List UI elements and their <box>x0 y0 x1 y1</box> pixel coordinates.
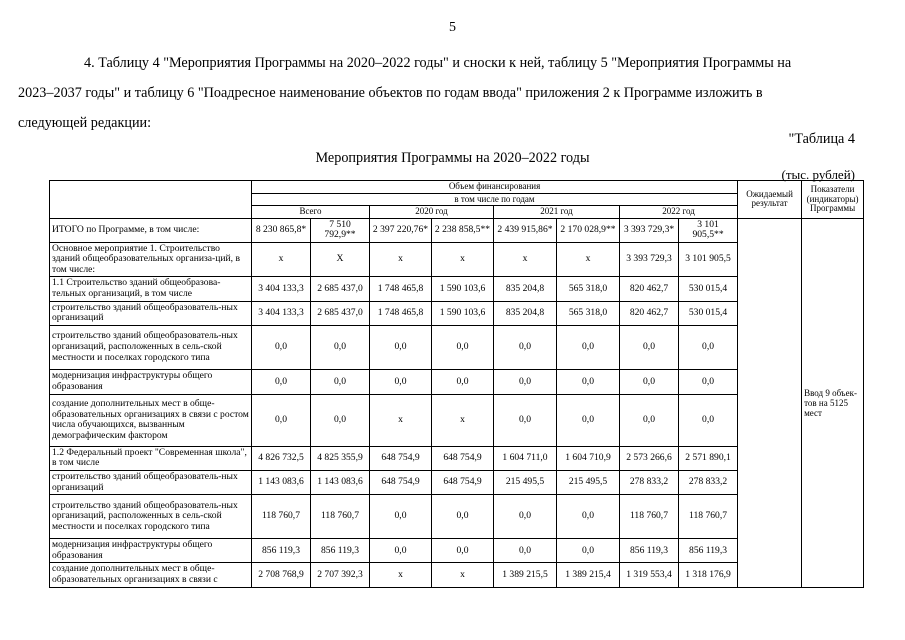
value-cell: 856 119,3 <box>252 539 311 563</box>
value-cell: 0,0 <box>370 369 432 394</box>
value-cell: 835 204,8 <box>494 301 557 325</box>
table-title: Мероприятия Программы на 2020–2022 годы <box>315 150 590 166</box>
value-cell: 0,0 <box>679 394 738 446</box>
value-cell: 7 510 792,9** <box>311 218 370 242</box>
value-cell: 1 143 083,6 <box>311 471 370 495</box>
value-cell: 565 318,0 <box>557 301 620 325</box>
value-cell: 0,0 <box>557 369 620 394</box>
value-cell: 856 119,3 <box>620 539 679 563</box>
paragraph-line-3: следующей редакции: <box>18 115 152 131</box>
value-cell: 0,0 <box>311 394 370 446</box>
value-cell: 118 760,7 <box>679 495 738 539</box>
value-cell: х <box>252 242 311 277</box>
page-number: 5 <box>449 20 456 35</box>
indicator-cell: Ввод 9 объек-тов на 5125 мест <box>802 218 864 587</box>
value-cell: 2 573 266,6 <box>620 446 679 470</box>
value-cell: 1 590 103,6 <box>432 301 494 325</box>
value-cell: х <box>370 563 432 587</box>
value-cell: 530 015,4 <box>679 301 738 325</box>
paragraph-line-1: 4. Таблицу 4 "Мероприятия Программы на 2020–2022 годы" и сноски к ней, таблицу 5 "Мероприятия Программы на <box>84 55 792 71</box>
value-cell: 2 685 437,0 <box>311 301 370 325</box>
header-total: Всего <box>252 206 370 219</box>
value-cell: 2 571 890,1 <box>679 446 738 470</box>
value-cell: 0,0 <box>370 495 432 539</box>
value-cell: 3 393 729,3* <box>620 218 679 242</box>
value-cell: 4 825 355,9 <box>311 446 370 470</box>
value-cell: 118 760,7 <box>311 495 370 539</box>
header-indicators: Показатели (индикаторы) Программы <box>802 181 864 219</box>
value-cell: 215 495,5 <box>557 471 620 495</box>
value-cell: х <box>432 242 494 277</box>
value-cell: 3 101 905,5 <box>679 242 738 277</box>
table-body <box>50 218 864 587</box>
row-name-cell: 1.1 Строительство зданий общеобразова-тельных организаций, в том числе <box>50 277 252 301</box>
value-cell: 1 604 711,0 <box>494 446 557 470</box>
value-cell: 1 389 215,4 <box>557 563 620 587</box>
value-cell: 2 397 220,76* <box>370 218 432 242</box>
value-cell: 4 826 732,5 <box>252 446 311 470</box>
value-cell: 0,0 <box>252 325 311 369</box>
value-cell: 2 238 858,5** <box>432 218 494 242</box>
value-cell: х <box>432 563 494 587</box>
value-cell: 0,0 <box>311 325 370 369</box>
value-cell: 2 708 768,9 <box>252 563 311 587</box>
measures-table <box>49 180 864 588</box>
value-cell: 0,0 <box>557 539 620 563</box>
value-cell: 820 462,7 <box>620 301 679 325</box>
value-cell: х <box>494 242 557 277</box>
value-cell: х <box>370 242 432 277</box>
value-cell: 278 833,2 <box>620 471 679 495</box>
value-cell: 0,0 <box>432 325 494 369</box>
table-label: "Таблица 4 <box>788 131 855 147</box>
row-name-cell: строительство зданий общеобразователь-ных организаций <box>50 301 252 325</box>
value-cell: 530 015,4 <box>679 277 738 301</box>
value-cell: х <box>432 394 494 446</box>
value-cell: 0,0 <box>432 369 494 394</box>
value-cell: 0,0 <box>557 495 620 539</box>
value-cell: 215 495,5 <box>494 471 557 495</box>
row-name-cell: строительство зданий общеобразователь-ных организаций <box>50 471 252 495</box>
value-cell: 565 318,0 <box>557 277 620 301</box>
value-cell: 1 318 176,9 <box>679 563 738 587</box>
value-cell: 3 404 133,3 <box>252 277 311 301</box>
value-cell: 0,0 <box>494 325 557 369</box>
value-cell: 0,0 <box>252 369 311 394</box>
value-cell: х <box>557 242 620 277</box>
value-cell: 0,0 <box>494 495 557 539</box>
value-cell: 0,0 <box>620 369 679 394</box>
value-cell: 2 707 392,3 <box>311 563 370 587</box>
value-cell: х <box>370 394 432 446</box>
value-cell: 856 119,3 <box>311 539 370 563</box>
value-cell: 0,0 <box>620 325 679 369</box>
expected-result-cell <box>738 218 802 587</box>
value-cell: 648 754,9 <box>432 446 494 470</box>
value-cell: 0,0 <box>679 369 738 394</box>
row-name-cell: ИТОГО по Программе, в том числе: <box>50 218 252 242</box>
units-label: (тыс. рублей) <box>781 167 855 182</box>
row-name-cell: создание дополнительных мест в обще-образовательных организациях в связи с ростом числа обучающихся, вызванным демографическим фактором <box>50 394 252 446</box>
value-cell: 3 404 133,3 <box>252 301 311 325</box>
value-cell: 835 204,8 <box>494 277 557 301</box>
row-name-cell: строительство зданий общеобразователь-ных организаций, расположенных в сель-ской местности и поселках городского типа <box>50 325 252 369</box>
value-cell: 0,0 <box>370 539 432 563</box>
value-cell: 0,0 <box>494 394 557 446</box>
value-cell: 3 393 729,3 <box>620 242 679 277</box>
value-cell: 0,0 <box>620 394 679 446</box>
value-cell: 0,0 <box>432 539 494 563</box>
header-year-2020: 2020 год <box>370 206 494 219</box>
header-name-cell <box>50 181 252 219</box>
row-name-cell: 1.2 Федеральный проект "Современная школа", в том числе <box>50 446 252 470</box>
value-cell: 2 439 915,86* <box>494 218 557 242</box>
value-cell: 1 604 710,9 <box>557 446 620 470</box>
table-header <box>50 181 864 219</box>
amendment-paragraph <box>18 48 868 138</box>
header-year-2021: 2021 год <box>494 206 620 219</box>
value-cell: 820 462,7 <box>620 277 679 301</box>
value-cell: 648 754,9 <box>370 446 432 470</box>
value-cell: 1 748 465,8 <box>370 301 432 325</box>
value-cell: 0,0 <box>494 539 557 563</box>
row-name-cell: создание дополнительных мест в обще-образовательных организациях в связи с <box>50 563 252 587</box>
row-name-cell: Основное мероприятие 1. Строительство зданий общеобразовательных организа-ций, в том числе: <box>50 242 252 277</box>
header-including-years: в том числе по годам <box>252 193 738 206</box>
value-cell: 648 754,9 <box>432 471 494 495</box>
paragraph-line-2: 2023–2037 годы" и таблицу 6 "Поадресное наименование объектов по годам ввода" приложения 2 к Программе изложить в <box>18 85 763 101</box>
value-cell: 2 685 437,0 <box>311 277 370 301</box>
value-cell: 0,0 <box>370 325 432 369</box>
value-cell: 0,0 <box>252 394 311 446</box>
value-cell: 1 319 553,4 <box>620 563 679 587</box>
value-cell: 0,0 <box>557 325 620 369</box>
header-year-2022: 2022 год <box>620 206 738 219</box>
value-cell: 1 389 215,5 <box>494 563 557 587</box>
value-cell: 1 748 465,8 <box>370 277 432 301</box>
value-cell: 1 590 103,6 <box>432 277 494 301</box>
value-cell: 118 760,7 <box>252 495 311 539</box>
header-expected-result: Ожидаемый результат <box>738 181 802 219</box>
value-cell: Х <box>311 242 370 277</box>
value-cell: 0,0 <box>432 495 494 539</box>
table-row <box>50 218 864 242</box>
header-financing: Объем финансирования <box>252 181 738 194</box>
value-cell: 648 754,9 <box>370 471 432 495</box>
value-cell: 3 101 905,5** <box>679 218 738 242</box>
row-name-cell: строительство зданий общеобразователь-ных организаций, расположенных в сель-ской местности и поселках городского типа <box>50 495 252 539</box>
value-cell: 278 833,2 <box>679 471 738 495</box>
value-cell: 0,0 <box>557 394 620 446</box>
row-name-cell: модернизация инфраструктуры общего образования <box>50 369 252 394</box>
value-cell: 118 760,7 <box>620 495 679 539</box>
value-cell: 2 170 028,9** <box>557 218 620 242</box>
value-cell: 0,0 <box>311 369 370 394</box>
value-cell: 1 143 083,6 <box>252 471 311 495</box>
value-cell: 0,0 <box>494 369 557 394</box>
value-cell: 856 119,3 <box>679 539 738 563</box>
value-cell: 0,0 <box>679 325 738 369</box>
value-cell: 8 230 865,8* <box>252 218 311 242</box>
row-name-cell: модернизация инфраструктуры общего образования <box>50 539 252 563</box>
